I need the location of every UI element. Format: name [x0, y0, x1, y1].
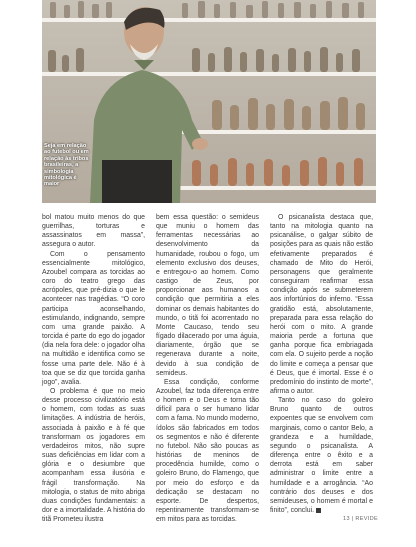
article-column-2	[156, 213, 259, 524]
page-footer	[343, 516, 378, 522]
paragraph: Essa condição, conforme Azoubel, faz toda diferença entre o homem e o Deus e torna tão difícil para o ser humano lidar com a fama. No mundo moderno, ídolos são fabricados em todos os segmentos e não é diferente no futebol. Não são poucas as histórias de meninos de procedência humilde, como o goleiro Bruno, do Flamengo, que por meio do esforço e da dedicação se destacam no esporte. De despertos, repentinamente transformam-se em mitos para as torcidas.	[156, 378, 259, 524]
paragraph: O problema é que no meio desse processo civilizatório está o homem, com todas as suas limitações. A indústria de heróis, associada à paixão e à fé que transformam os jogadores em verdadeiros mitos, não supre suas deficiências em lidar com a glória e o desiumbre que acompanham essa ilusória e frágil transformação. Na mitologia, o status de mito abriga duas condições fundamentais: a dor e a imortalidade. A história do titã Prometeu ilustra	[42, 387, 145, 524]
footer-separator: |	[351, 516, 354, 522]
magazine-name: REVIDE	[355, 516, 378, 522]
paragraph: bol matou muito menos do que guerrilhas, torturas e assassinatos em massa”, assegura o autor.	[42, 214, 145, 249]
paragraph-text: Tanto no caso do goleiro Bruno quanto de outros expoentes que se envolvem com marginais, como o cantor Belo, a grandeza e a humildade, segundo o psicanalista. A diferença entre o êxito e a derrota está em saber administrar o limite entre a humildade e a arrogância. “Ao contrário dos deuses e dos semideuses, o homem é mortal e finito”, conclui.	[270, 397, 373, 514]
feature-photo	[42, 0, 376, 203]
paragraph: bem essa questão: o semideus que muniu o homem das ferramentas necessárias ao desenvolvimento da humanidade, roubou o fogo, um elemento exclusivo dos deuses, e entregou-o ao homem. Como castigo de Zeus, por proporcionar aos humanos a condição que permitiria a eles dominar os demais habitantes do mundo, o titã foi acorrentado no Monte Caucaso, tendo seu fígado dilacerado por uma águia, diariamente, órgão que se regenerava durante a noite, devido à sua condição de semideus.	[156, 214, 259, 377]
photo-illustration	[42, 0, 376, 203]
paragraph: Com o pensamento essencialmente mitológico, Azoubel compara as torcidas ao coro do teatro grego das acrópoles, que pré-dizia o que le acontecer nas tragédias. “O coro participa aconselhando, estimulando, indignando, sempre com uma grande paixão. A torcida é parte do ego do jogador (dia nela fora dele: o jogador olha na multidão e identifica como se fosse uma parte dele. Não é à toa que se diz que torcida ganha jogo”, avalia.	[42, 250, 145, 386]
paragraph	[270, 396, 373, 515]
photo-caption: Seja em relação ao futebol ou em relação às tribos brasileiras, a simbologia mitológica é maior	[44, 143, 89, 188]
end-mark-icon	[316, 508, 321, 513]
paragraph: O psicanalista destaca que, tanto na mitologia quanto na psicanálise, o galgar súbito de posições para as quais não estão efetivamente preparados é chamado de Mito do Herói, personagens que geralmente conseguiram reafirmar essa condição após se submeterem aos infortúnios do inferno. “Essa gratidão está, absolutamente, preparada para essa relação do herói com o mito. A grande maioria perde a fortuna que ganha porque fica embriagada com ela. O sujeito perde a noção do limite e começa a pensar que é Deus, que é imortal. Esse é o predomínio do instinto de morte”, afirma o autor.	[270, 214, 373, 395]
article-column-3	[270, 213, 373, 515]
article-column-1	[42, 213, 145, 524]
page-number: 13	[343, 516, 350, 522]
